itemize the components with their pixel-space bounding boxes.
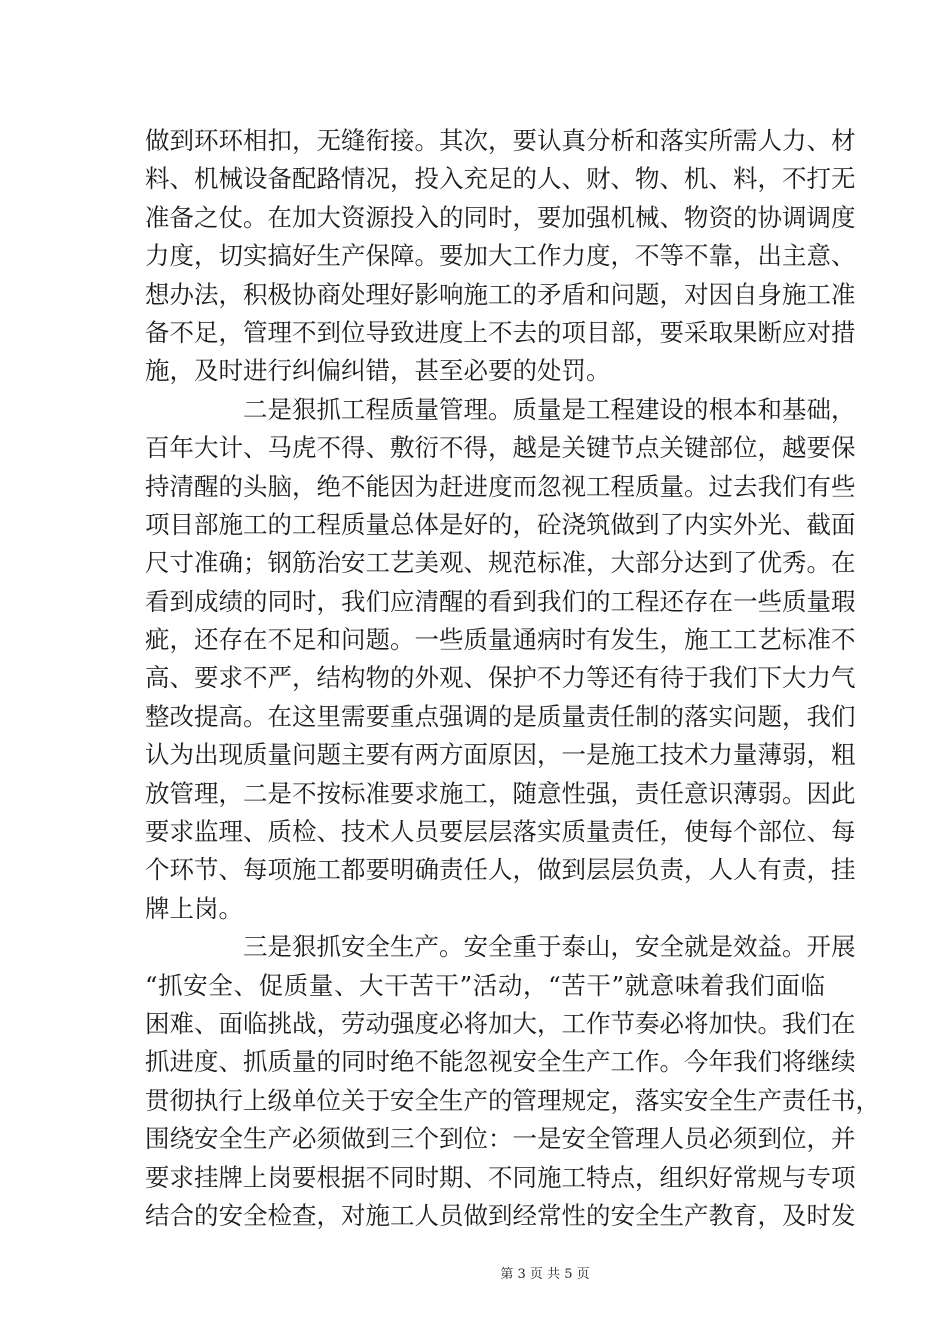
body-text (145, 122, 880, 1235)
text-line: 高、要求不严，结构物的外观、保护不力等还有待于我们下大力气 (145, 663, 856, 693)
text-line: 准备之仗。在加大资源投入的同时，要加强机械、物资的协调调度 (145, 202, 856, 232)
text-line: 做到环环相扣，无缝衔接。其次，要认真分析和落实所需人力、材 (145, 126, 856, 155)
text-line: 想办法，积极协商处理好影响施工的矛盾和问题，对因自身施工准 (145, 279, 856, 309)
text-line: 围绕安全生产必须做到三个到位：一是安全管理人员必须到位，并 (145, 1124, 856, 1154)
text-line: 放管理，二是不按标准要求施工，随意性强，责任意识薄弱。因此 (145, 778, 856, 808)
text-line: 看到成绩的同时，我们应清醒的看到我们的工程还存在一些质量瑕 (145, 586, 856, 616)
page-number: 第 3 页 共 5 页 (500, 1267, 590, 1282)
paragraph-first-line: 三是狠抓安全生产。安全重于泰山，安全就是效益。开展 (243, 932, 856, 962)
text-line: 尺寸准确；钢筋治安工艺美观、规范标准，大部分达到了优秀。在 (145, 548, 856, 578)
text-line: 认为出现质量问题主要有两方面原因，一是施工技术力量薄弱，粗 (145, 740, 856, 770)
text-line: 要求挂牌上岗要根据不同时期、不同施工特点，组织好常规与专项 (145, 1162, 856, 1192)
text-line: 结合的安全检查，对施工人员做到经常性的安全生产教育，及时发 (145, 1200, 856, 1230)
paragraph-first-line: 二是狠抓工程质量管理。质量是工程建设的根本和基础， (243, 394, 856, 424)
text-line: 持清醒的头脑，绝不能因为赶进度而忽视工程质量。过去我们有些 (145, 471, 856, 501)
text-line: 疵，还存在不足和问题。一些质量通病时有发生，施工工艺标准不 (145, 625, 856, 655)
text-line: 整改提高。在这里需要重点强调的是质量责任制的落实问题，我们 (145, 701, 856, 731)
text-line: 牌上岗。 (145, 893, 243, 923)
text-line: 百年大计、马虎不得、敷衍不得，越是关键节点关键部位，越要保 (145, 433, 856, 463)
text-line: 贯彻执行上级单位关于安全生产的管理规定，落实安全生产责任书， (145, 1085, 880, 1115)
text-line: 要求监理、质检、技术人员要层层落实质量责任，使每个部位、每 (145, 817, 856, 847)
text-line: 料、机械设备配路情况，投入充足的人、财、物、机、料，不打无 (145, 164, 856, 194)
text-line: 困难、面临挑战，劳动强度必将加大，工作节奏必将加快。我们在 (145, 1008, 856, 1038)
text-line: 个环节、每项施工都要明确责任人，做到层层负责，人人有责，挂 (145, 855, 856, 885)
text-line: 力度，切实搞好生产保障。要加大工作力度，不等不靠，出主意、 (145, 241, 856, 271)
text-line: 施，及时进行纠偏纠错，甚至必要的处罚。 (145, 356, 611, 386)
text-line: “抓安全、促质量、大干苦干”活动，“苦干”就意味着我们面临 (145, 970, 825, 1000)
text-line: 备不足，管理不到位导致进度上不去的项目部，要采取果断应对措 (145, 317, 856, 347)
text-line: 抓进度、抓质量的同时绝不能忽视安全生产工作。今年我们将继续 (145, 1047, 856, 1077)
text-line: 项目部施工的工程质量总体是好的，砼浇筑做到了内实外光、截面 (145, 509, 856, 539)
